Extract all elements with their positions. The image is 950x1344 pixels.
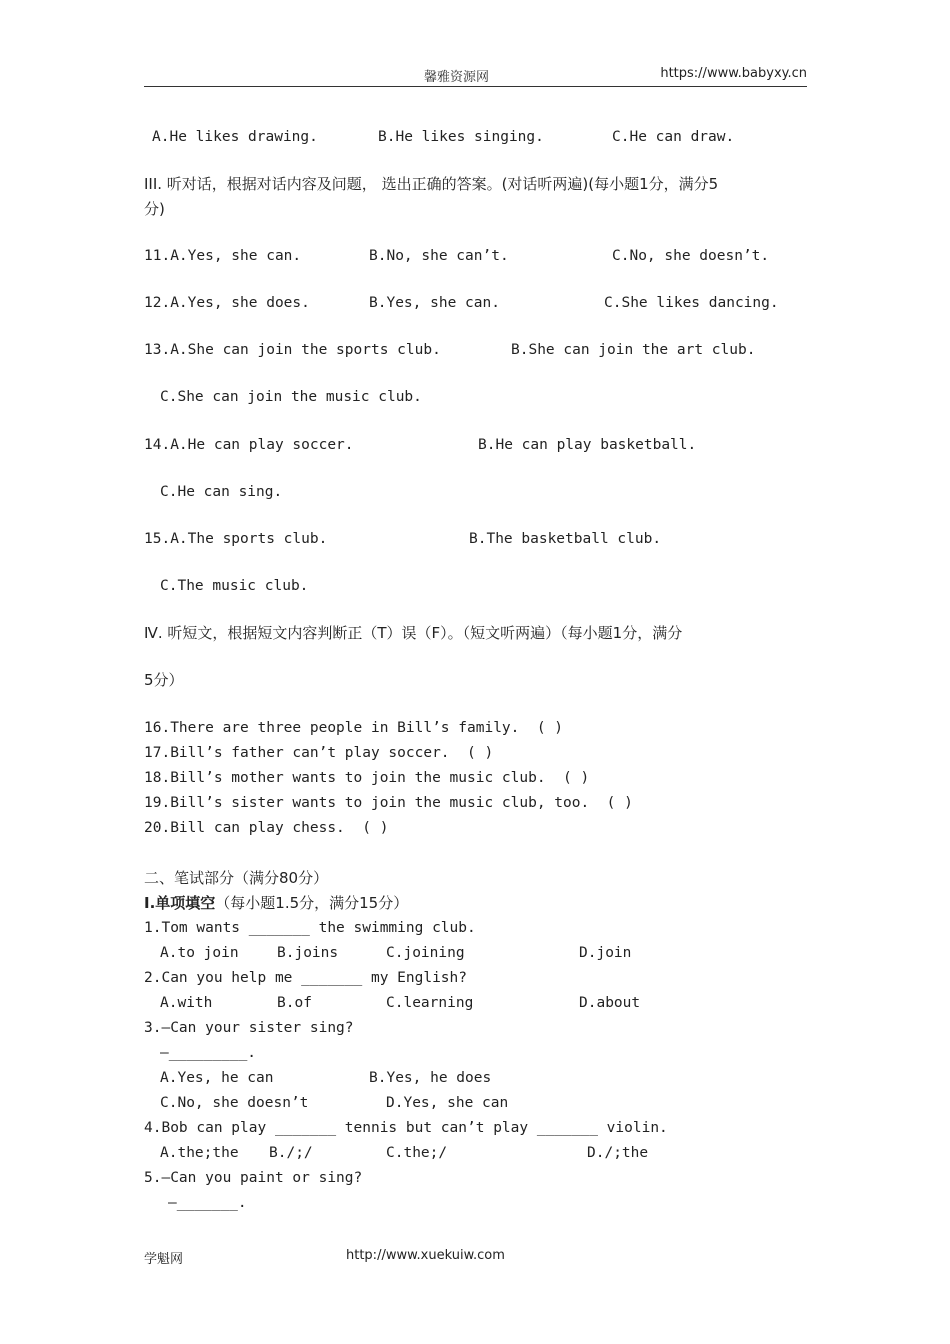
w2-stem: 2.Can you help me _______ my English? — [144, 970, 468, 986]
q11-option-c: C.No, she doesn’t. — [612, 248, 770, 264]
tf-item-19: 19.Bill’s sister wants to join the music club, too. ( ) — [144, 795, 633, 811]
part1-title-bold: Ⅰ.单项填空 — [144, 894, 216, 912]
w3-option-b: B.Yes, he does — [369, 1070, 492, 1086]
part1-title-rest: （每小题1.5分，满分15分） — [215, 894, 409, 912]
section3-title-line2: 分) — [144, 200, 165, 218]
header-site: 馨雅资源网 — [424, 70, 490, 85]
q10-option-c: C.He can draw. — [612, 129, 735, 145]
footer-site: 学魁网 — [144, 1252, 184, 1267]
tf-item-16: 16.There are three people in Bill’s family. ( ) — [144, 720, 564, 736]
w1-option-c: C.joining — [386, 945, 465, 961]
section4-title-line2: 5分） — [144, 671, 184, 689]
q12-option-a: 12.A.Yes, she does. — [144, 295, 310, 311]
w2-option-a: A.with — [160, 995, 213, 1011]
q13-option-b: B.She can join the art club. — [511, 342, 756, 358]
w4-stem: 4.Bob can play _______ tennis but can’t play _______ violin. — [144, 1120, 668, 1136]
q11-option-a: 11.A.Yes, she can. — [144, 248, 302, 264]
w4-option-a: A.the;the — [160, 1145, 239, 1161]
q11-option-b: B.No, she can’t. — [369, 248, 509, 264]
w5-reply: —_______. — [168, 1195, 247, 1211]
tf-item-20: 20.Bill can play chess. ( ) — [144, 820, 389, 836]
w2-option-c: C.learning — [386, 995, 474, 1011]
header-url[interactable]: https://www.babyxy.cn — [660, 66, 807, 81]
written-section-title: 二、笔试部分（满分80分） — [144, 869, 329, 887]
w3-stem: 3.—Can your sister sing? — [144, 1020, 354, 1036]
w4-option-d: D./;the — [587, 1145, 649, 1161]
w3-option-c: C.No, she doesn’t — [160, 1095, 309, 1111]
w3-option-d: D.Yes, she can — [386, 1095, 509, 1111]
q14-option-a: 14.A.He can play soccer. — [144, 437, 354, 453]
q12-option-b: B.Yes, she can. — [369, 295, 500, 311]
q10-option-b: B.He likes singing. — [378, 129, 544, 145]
q13-option-a: 13.A.She can join the sports club. — [144, 342, 441, 358]
part1-title — [144, 894, 408, 912]
tf-item-17: 17.Bill’s father can’t play soccer. ( ) — [144, 745, 494, 761]
w1-option-b: B.joins — [277, 945, 339, 961]
w1-option-a: A.to join — [160, 945, 239, 961]
q12-option-c: C.She likes dancing. — [604, 295, 779, 311]
w1-stem: 1.Tom wants _______ the swimming club. — [144, 920, 476, 936]
w3-option-a: A.Yes, he can — [160, 1070, 274, 1086]
w1-option-d: D.join — [579, 945, 632, 961]
page-header — [144, 66, 807, 87]
section4-title-line1: Ⅳ. 听短文，根据短文内容判断正（T）误（F）。（短文听两遍）（每小题1分，满分 — [144, 624, 683, 642]
q14-option-b: B.He can play basketball. — [478, 437, 697, 453]
w4-option-b: B./;/ — [269, 1145, 313, 1161]
tf-item-18: 18.Bill’s mother wants to join the music club. ( ) — [144, 770, 590, 786]
w2-option-b: B.of — [277, 995, 312, 1011]
w2-option-d: D.about — [579, 995, 641, 1011]
q14-option-c: C.He can sing. — [160, 484, 283, 500]
section3-title-line1: III. 听对话，根据对话内容及问题， 选出正确的答案。(对话听两遍)(每小题1分，满分5 — [144, 175, 719, 193]
q13-option-c: C.She can join the music club. — [160, 389, 422, 405]
q10-option-a: A.He likes drawing. — [152, 129, 318, 145]
w5-stem: 5.—Can you paint or sing? — [144, 1170, 363, 1186]
q15-option-b: B.The basketball club. — [469, 531, 662, 547]
q15-option-a: 15.A.The sports club. — [144, 531, 328, 547]
w3-reply: —_________. — [160, 1045, 257, 1061]
w4-option-c: C.the;/ — [386, 1145, 448, 1161]
footer-url[interactable]: http://www.xuekuiw.com — [346, 1248, 505, 1263]
q15-option-c: C.The music club. — [160, 578, 309, 594]
